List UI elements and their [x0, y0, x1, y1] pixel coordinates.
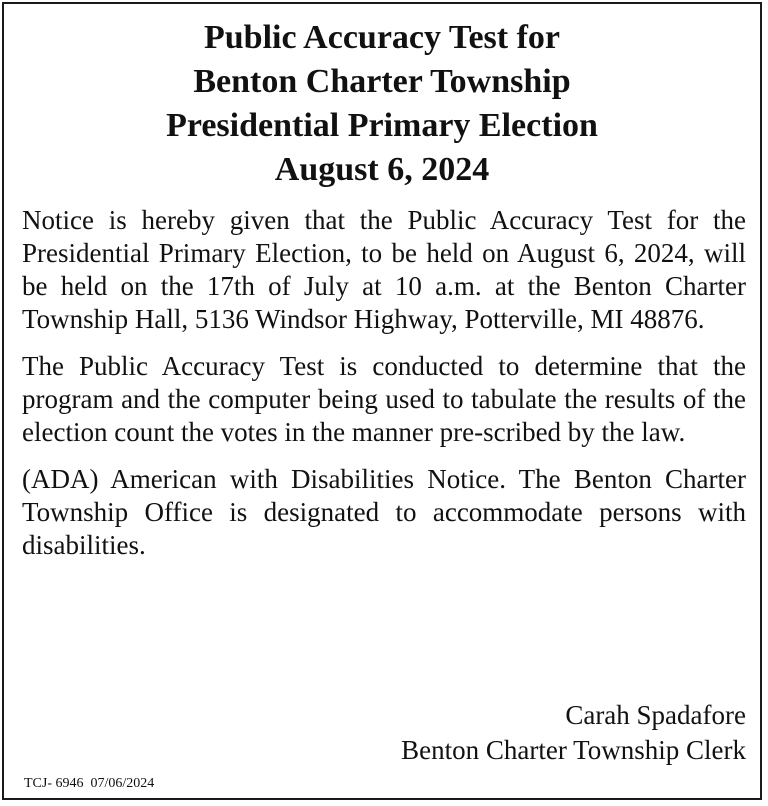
paragraph-notice: Notice is hereby given that the Public Accuracy Test for the Presidential Primary Election, to be held on August 6, 2024, will be held on the 17th of July at 10 a.m. at the Benton Charter Township Hall, 5136 Windsor Highway, Potterville, MI 48876.	[22, 205, 746, 334]
title-line-2: Benton Charter Township	[193, 63, 571, 100]
notice-body	[22, 204, 746, 576]
paragraph-ada: (ADA) American with Disabilities Notice. The Benton Charter Township Office is designated to accommodate persons with disabilities.	[22, 464, 746, 560]
publication-code: TCJ- 6946 07/06/2024	[24, 776, 155, 791]
notice-title	[4, 16, 760, 192]
title-line-3: Presidential Primary Election	[166, 107, 598, 144]
paragraph-purpose: The Public Accuracy Test is conducted to determine that the program and the computer being used to tabulate the results of the election count the votes in the manner pre-scribed by the law.	[22, 351, 746, 447]
signature-block	[401, 698, 746, 768]
public-notice	[2, 2, 762, 800]
title-line-4: August 6, 2024	[274, 151, 490, 188]
signer-name: Carah Spadafore	[565, 700, 746, 730]
signer-title: Benton Charter Township Clerk	[401, 735, 746, 765]
title-line-1: Public Accuracy Test for	[203, 19, 561, 56]
